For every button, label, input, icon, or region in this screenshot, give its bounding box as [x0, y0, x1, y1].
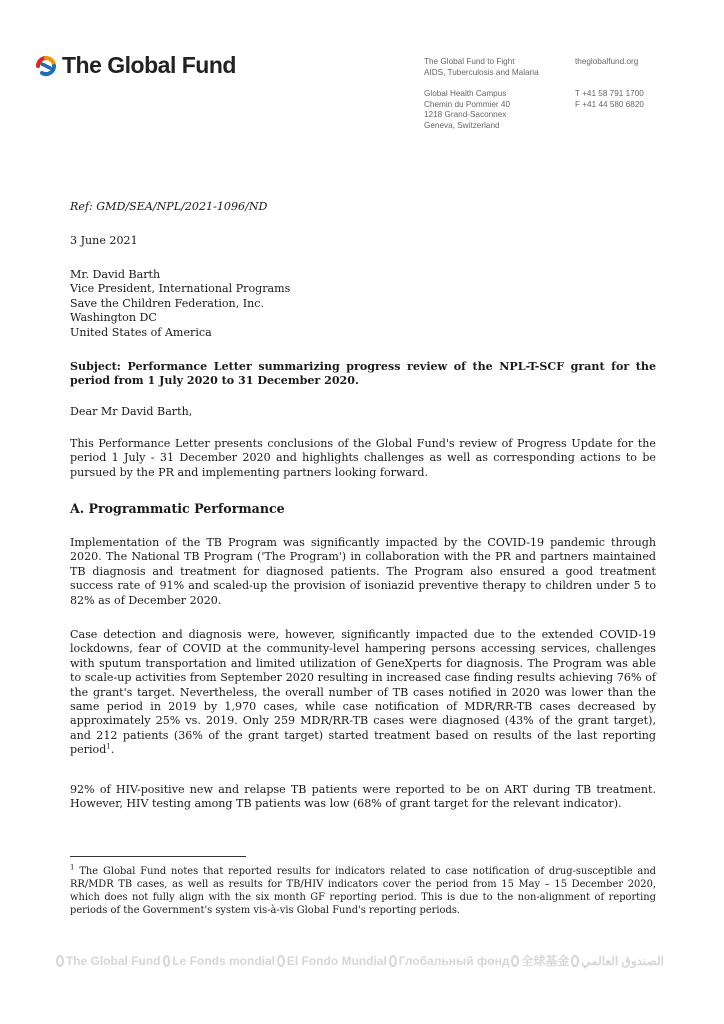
logo-wordmark: The Global Fund: [62, 52, 236, 78]
footer-name-ar: الصندوق العالمي: [581, 953, 664, 968]
multilingual-footer: [54, 952, 664, 969]
logo-mark-icon: [277, 955, 285, 967]
footer-name-ru: Глобальный фонд: [398, 953, 510, 968]
footnote-text: The Global Fund notes that reported results for indicators related to case notification of drug-susceptible and RR/MDR TB cases, as well as results for TB/HIV indicators cover the period from 15 May – 15 December 2020, which does not fully align with the six month GF reporting period. This is due to the non-alignment of reporting periods of the Government's system vis-à-vis Global Fund's reporting periods.: [70, 866, 656, 916]
recipient-line: United States of America: [70, 325, 212, 339]
salutation: Dear Mr David Barth,: [70, 405, 193, 418]
org-name-line2: AIDS, Tuberculosis and Malaria: [424, 67, 539, 77]
paragraph-text: Case detection and diagnosis were, however, significantly impacted due to the extended COVID-19 lockdowns, fear of COVID at the community-level hampering persons accessing services, challenges with sputum transportation and limited utilization of GeneXperts for diagnosis. The Program was able to scale-up activities from September 2020 resulting in increased case finding results achieving 76% of the grant's target. Nevertheless, the overall number of TB cases notified in 2020 was lower than the same period in 2019 by 1,970 cases, while case notification of MDR/RR-TB cases decreased by approximately 25% vs. 2019. Only 259 MDR/RR-TB cases were diagnosed (43% of the grant target), and 212 patients (36% of the grant target) started treatment based on results of the last reporting period: [70, 628, 656, 757]
footer-name-zh: 全球基金: [521, 954, 570, 968]
footer-name-fr: Le Fonds mondial: [172, 953, 275, 968]
logo-mark-icon: [389, 955, 397, 967]
paragraph-case-detection: [70, 628, 656, 758]
recipient-line: Save the Children Federation, Inc.: [70, 296, 265, 310]
recipient-line: Mr. David Barth: [70, 268, 161, 281]
website-block: [575, 57, 638, 68]
recipient-line: Vice President, International Programs: [70, 282, 291, 296]
recipient-line: Washington DC: [70, 311, 157, 325]
website-link[interactable]: theglobalfund.org: [575, 57, 639, 66]
paragraph-hiv-testing: 92% of HIV-positive new and relapse TB patients were reported to be on ART during TB treatment. However, HIV testing among TB patients was low (68% of grant target for the relevant indicator).: [70, 783, 656, 811]
global-fund-logo-icon: [34, 54, 58, 78]
global-fund-logo: [34, 52, 236, 79]
org-name-line1: The Global Fund to Fight: [424, 57, 515, 66]
paragraph-covid-impact: Implementation of the TB Program was significantly impacted by the COVID-19 pandemic through 2020. The National TB Program ('The Program') in collaboration with the PR and partners maintained TB diagnosis and treatment for diagnosed patients. The Program also ensured a good treatment success rate of 91% and scaled-up the provision of isoniazid preventive therapy to children under 5 to 82% as of December 2020.: [70, 536, 656, 607]
logo-mark-icon: [163, 955, 171, 967]
logo-mark-icon: [511, 955, 519, 967]
address-line: Chemin du Pommier 40: [424, 99, 511, 109]
intro-paragraph: This Performance Letter presents conclusions of the Global Fund's review of Progress Update for the period 1 July - 31 December 2020 and highlights challenges as well as corresponding actions to be pursued by the PR and implementing partners looking forward.: [70, 437, 656, 479]
footnote-reference[interactable]: 1: [106, 742, 111, 751]
fax-number: F +41 44 580 6820: [575, 99, 644, 109]
contact-block: [575, 89, 644, 110]
address-line: Geneva, Switzerland: [424, 120, 500, 130]
address-block: [424, 89, 510, 131]
reference-number: Ref: GMD/SEA/NPL/2021-1096/ND: [70, 200, 268, 213]
letter-date: 3 June 2021: [70, 234, 138, 247]
paragraph-end: .: [110, 743, 115, 757]
recipient-address: [70, 268, 290, 340]
subject-line: Subject: Performance Letter summarizing progress review of the NPL-T-SCF grant for the period from 1 July 2020 to 31 December 2020.: [70, 360, 656, 388]
footer-name-es: El Fondo Mundial: [286, 953, 387, 968]
footnote-mark: 1: [70, 863, 75, 872]
org-name-block: [424, 57, 539, 78]
footnote-divider: [70, 856, 246, 857]
footnote: [70, 865, 656, 917]
logo-mark-icon: [56, 955, 64, 967]
logo-mark-icon: [571, 955, 579, 967]
section-heading: A. Programmatic Performance: [70, 501, 285, 516]
address-line: 1218 Grand-Saconnex: [424, 110, 507, 120]
address-line: Global Health Campus: [424, 89, 507, 98]
footer-name-en: The Global Fund: [65, 953, 161, 968]
phone-number: T +41 58 791 1700: [575, 89, 644, 98]
